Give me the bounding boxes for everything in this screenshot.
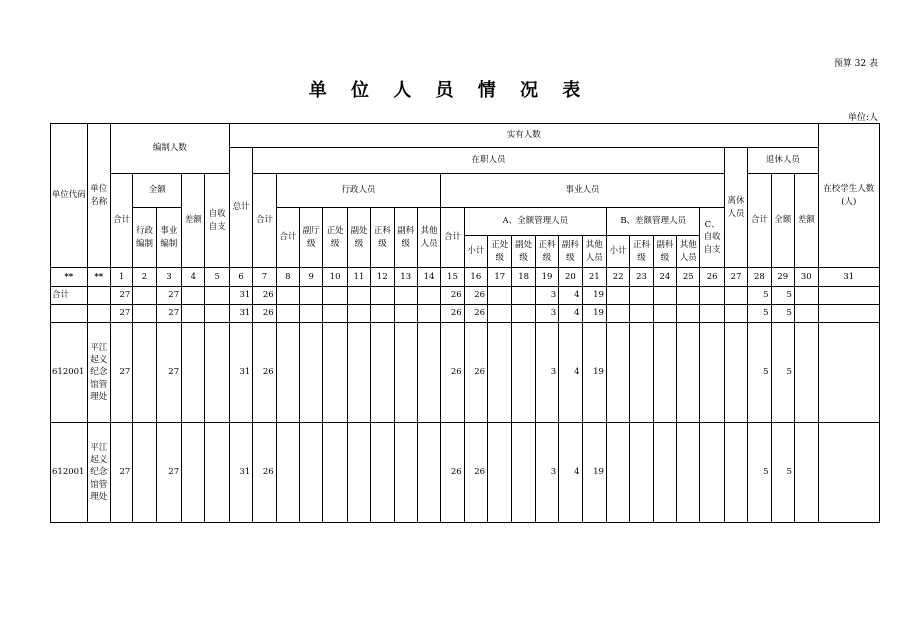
value-cell (205, 305, 229, 323)
value-cell (512, 287, 535, 305)
col-diff-deputy-section: 副科级 (653, 236, 676, 268)
value-cell (417, 323, 440, 423)
unit-name-cell: 平江起义纪念馆管理处 (87, 423, 110, 523)
col-number: 16 (464, 268, 487, 287)
col-number: 14 (417, 268, 440, 287)
col-number: 24 (653, 268, 676, 287)
col-actual: 实有人数 (229, 124, 818, 148)
value-cell (371, 287, 394, 305)
col-number: 15 (441, 268, 464, 287)
page-title: 单 位 人 员 情 况 表 (308, 80, 590, 101)
col-unit-name: 单位名称 (87, 124, 110, 268)
value-cell: 26 (464, 305, 487, 323)
value-cell (276, 305, 299, 323)
col-diff-quota: 差额 (182, 174, 205, 268)
value-cell (417, 305, 440, 323)
value-cell (794, 323, 818, 423)
col-number: 26 (700, 268, 724, 287)
col-ret-total: 合计 (748, 174, 771, 268)
unit-name-cell (87, 287, 110, 305)
col-ret-full: 全额 (771, 174, 794, 268)
value-cell (276, 423, 299, 523)
col-career-staff: 事业人员 (441, 174, 725, 208)
value-cell: 27 (156, 323, 181, 423)
value-cell (724, 287, 747, 305)
value-cell (700, 423, 724, 523)
value-cell (677, 305, 700, 323)
value-cell: 4 (559, 287, 582, 305)
col-number: 9 (300, 268, 323, 287)
value-cell (488, 423, 512, 523)
value-cell (347, 423, 370, 523)
col-number: 23 (630, 268, 653, 287)
col-number: 5 (205, 268, 229, 287)
col-admin-total: 合计 (276, 208, 299, 268)
value-cell (347, 287, 370, 305)
col-diff-section: 正科级 (630, 236, 653, 268)
value-cell (394, 323, 417, 423)
col-retired: 退休人员 (748, 148, 818, 174)
value-cell: 27 (110, 323, 132, 423)
value-cell: 4 (559, 323, 582, 423)
col-staffing: 编制人数 (110, 124, 229, 174)
col-number: 12 (371, 268, 394, 287)
col-diff-mgmt: B、差额管理人员 (606, 208, 700, 236)
col-self-mgmt: C、自收自支 (700, 208, 724, 268)
col-career-total: 合计 (441, 208, 464, 268)
value-cell: 26 (441, 423, 464, 523)
col-staff-subtotal: 合计 (110, 174, 132, 268)
value-cell (394, 287, 417, 305)
value-cell: 5 (748, 305, 771, 323)
unit-code-cell: 合计 (51, 287, 88, 305)
value-cell (794, 287, 818, 305)
value-cell (323, 287, 347, 305)
value-cell: 27 (156, 423, 181, 523)
unit-label: 单位:人 (847, 113, 878, 123)
value-cell (653, 323, 676, 423)
value-cell: 5 (748, 323, 771, 423)
value-cell: 3 (535, 423, 558, 523)
value-cell (323, 423, 347, 523)
col-admin-staff: 行政人员 (276, 174, 441, 208)
col-full-division: 正处级 (488, 236, 512, 268)
col-self-support: 自收自支 (205, 174, 229, 268)
value-cell (417, 423, 440, 523)
col-deputy-section: 副科级 (394, 208, 417, 268)
value-cell (371, 423, 394, 523)
col-in-service: 在职人员 (253, 148, 725, 174)
value-cell (724, 423, 747, 523)
value-cell (300, 287, 323, 305)
value-cell (205, 423, 229, 523)
value-cell (700, 305, 724, 323)
col-number: 29 (771, 268, 794, 287)
value-cell (182, 305, 205, 323)
form-number: 预算 32 表 (833, 59, 878, 69)
value-cell (205, 287, 229, 305)
col-number: 4 (182, 268, 205, 287)
unit-code-cell (51, 305, 88, 323)
value-cell (606, 323, 629, 423)
value-cell (630, 323, 653, 423)
value-cell (630, 287, 653, 305)
value-cell: 3 (535, 323, 558, 423)
value-cell (488, 305, 512, 323)
col-full-section: 正科级 (535, 236, 558, 268)
value-cell: 26 (441, 287, 464, 305)
col-number: 7 (253, 268, 276, 287)
value-cell (606, 423, 629, 523)
value-cell: 31 (229, 423, 252, 523)
value-cell (724, 305, 747, 323)
value-cell: 5 (771, 305, 794, 323)
table-row (51, 423, 880, 523)
col-number: 1 (110, 268, 132, 287)
value-cell (606, 305, 629, 323)
value-cell (700, 287, 724, 305)
col-full-quota: 全额 (133, 174, 182, 208)
value-cell: 26 (253, 287, 276, 305)
value-cell (276, 323, 299, 423)
value-cell (347, 305, 370, 323)
value-cell (794, 305, 818, 323)
value-cell (606, 287, 629, 305)
value-cell (512, 305, 535, 323)
value-cell (677, 423, 700, 523)
value-cell (394, 305, 417, 323)
value-cell: 26 (253, 305, 276, 323)
col-deputy-bureau: 副厅级 (300, 208, 323, 268)
value-cell (371, 305, 394, 323)
value-cell: 5 (771, 323, 794, 423)
col-number: 10 (323, 268, 347, 287)
value-cell (323, 305, 347, 323)
value-cell (133, 323, 156, 423)
personnel-table (50, 123, 880, 523)
column-number-row (51, 268, 880, 287)
value-cell (653, 287, 676, 305)
value-cell: 26 (464, 423, 487, 523)
value-cell: 31 (229, 305, 252, 323)
value-cell (205, 323, 229, 423)
value-cell (653, 305, 676, 323)
value-cell: 26 (253, 323, 276, 423)
col-number: 31 (818, 268, 879, 287)
value-cell: 5 (771, 287, 794, 305)
value-cell (488, 323, 512, 423)
value-cell (133, 423, 156, 523)
value-cell (371, 323, 394, 423)
col-in-service-total: 合计 (253, 174, 276, 268)
col-retired-out: 离休人员 (724, 148, 747, 268)
col-number: 8 (276, 268, 299, 287)
value-cell: 26 (253, 423, 276, 523)
value-cell: 26 (441, 323, 464, 423)
col-number: 30 (794, 268, 818, 287)
unit-name-cell: 平江起义纪念馆管理处 (87, 323, 110, 423)
value-cell: 3 (535, 287, 558, 305)
value-cell (512, 423, 535, 523)
col-career-staffing: 事业编制 (156, 208, 181, 268)
col-grand-total: 总计 (229, 148, 252, 268)
value-cell (133, 305, 156, 323)
unit-name-cell (87, 305, 110, 323)
col-number: 27 (724, 268, 747, 287)
value-cell (818, 305, 879, 323)
col-number: 28 (748, 268, 771, 287)
col-full-subtotal: 小计 (464, 236, 487, 268)
value-cell: 26 (464, 323, 487, 423)
value-cell (818, 323, 879, 423)
col-other-staff: 其他人员 (417, 208, 440, 268)
value-cell: 27 (156, 305, 181, 323)
value-cell: 19 (582, 423, 606, 523)
col-number: 25 (677, 268, 700, 287)
col-full-deputy-section: 副科级 (559, 236, 582, 268)
col-number: 20 (559, 268, 582, 287)
table-row (51, 305, 880, 323)
value-cell: 19 (582, 323, 606, 423)
col-section-chief: 正科级 (371, 208, 394, 268)
value-cell (630, 305, 653, 323)
value-cell: 31 (229, 323, 252, 423)
value-cell (818, 287, 879, 305)
value-cell (818, 423, 879, 523)
value-cell (630, 423, 653, 523)
value-cell: 26 (441, 305, 464, 323)
col-unit-code: 单位代码 (51, 124, 88, 268)
col-diff-other: 其他人员 (677, 236, 700, 268)
value-cell: 31 (229, 287, 252, 305)
value-cell (677, 323, 700, 423)
value-cell (653, 423, 676, 523)
col-number: 21 (582, 268, 606, 287)
value-cell: 27 (110, 305, 132, 323)
unit-code-cell: 612001 (51, 423, 88, 523)
table-row (51, 287, 880, 305)
value-cell (394, 423, 417, 523)
col-diff-subtotal: 小计 (606, 236, 629, 268)
col-full-other: 其他人员 (582, 236, 606, 268)
value-cell (133, 287, 156, 305)
value-cell (677, 287, 700, 305)
value-cell (182, 423, 205, 523)
value-cell: 5 (748, 287, 771, 305)
col-number: 2 (133, 268, 156, 287)
col-deputy-division: 副处级 (347, 208, 370, 268)
value-cell: 27 (110, 287, 132, 305)
value-cell (182, 287, 205, 305)
value-cell: 27 (110, 423, 132, 523)
value-cell: 26 (464, 287, 487, 305)
value-cell (724, 323, 747, 423)
table-row (51, 323, 880, 423)
col-full-deputy-division: 副处级 (512, 236, 535, 268)
col-division-chief: 正处级 (323, 208, 347, 268)
value-cell (347, 323, 370, 423)
value-cell (488, 287, 512, 305)
value-cell (323, 323, 347, 423)
unit-code-cell: 612001 (51, 323, 88, 423)
value-cell: 4 (559, 423, 582, 523)
col-number: 18 (512, 268, 535, 287)
col-admin-staffing: 行政编制 (133, 208, 156, 268)
col-number: 6 (229, 268, 252, 287)
col-number: 3 (156, 268, 181, 287)
value-cell (700, 323, 724, 423)
col-number: ** (87, 268, 110, 287)
col-number: 13 (394, 268, 417, 287)
col-full-mgmt: A、全额管理人员 (464, 208, 606, 236)
col-number: 11 (347, 268, 370, 287)
value-cell: 5 (771, 423, 794, 523)
value-cell (182, 323, 205, 423)
col-number: ** (51, 268, 88, 287)
value-cell: 4 (559, 305, 582, 323)
value-cell (417, 287, 440, 305)
table-body (51, 287, 880, 523)
value-cell (300, 305, 323, 323)
value-cell (300, 423, 323, 523)
value-cell: 19 (582, 305, 606, 323)
value-cell: 27 (156, 287, 181, 305)
col-students: 在校学生人数(人) (818, 124, 879, 268)
col-ret-diff: 差额 (794, 174, 818, 268)
value-cell (794, 423, 818, 523)
col-number: 22 (606, 268, 629, 287)
value-cell (512, 323, 535, 423)
col-number: 19 (535, 268, 558, 287)
col-number: 17 (488, 268, 512, 287)
value-cell: 19 (582, 287, 606, 305)
value-cell: 3 (535, 305, 558, 323)
value-cell (300, 323, 323, 423)
value-cell (276, 287, 299, 305)
value-cell: 5 (748, 423, 771, 523)
